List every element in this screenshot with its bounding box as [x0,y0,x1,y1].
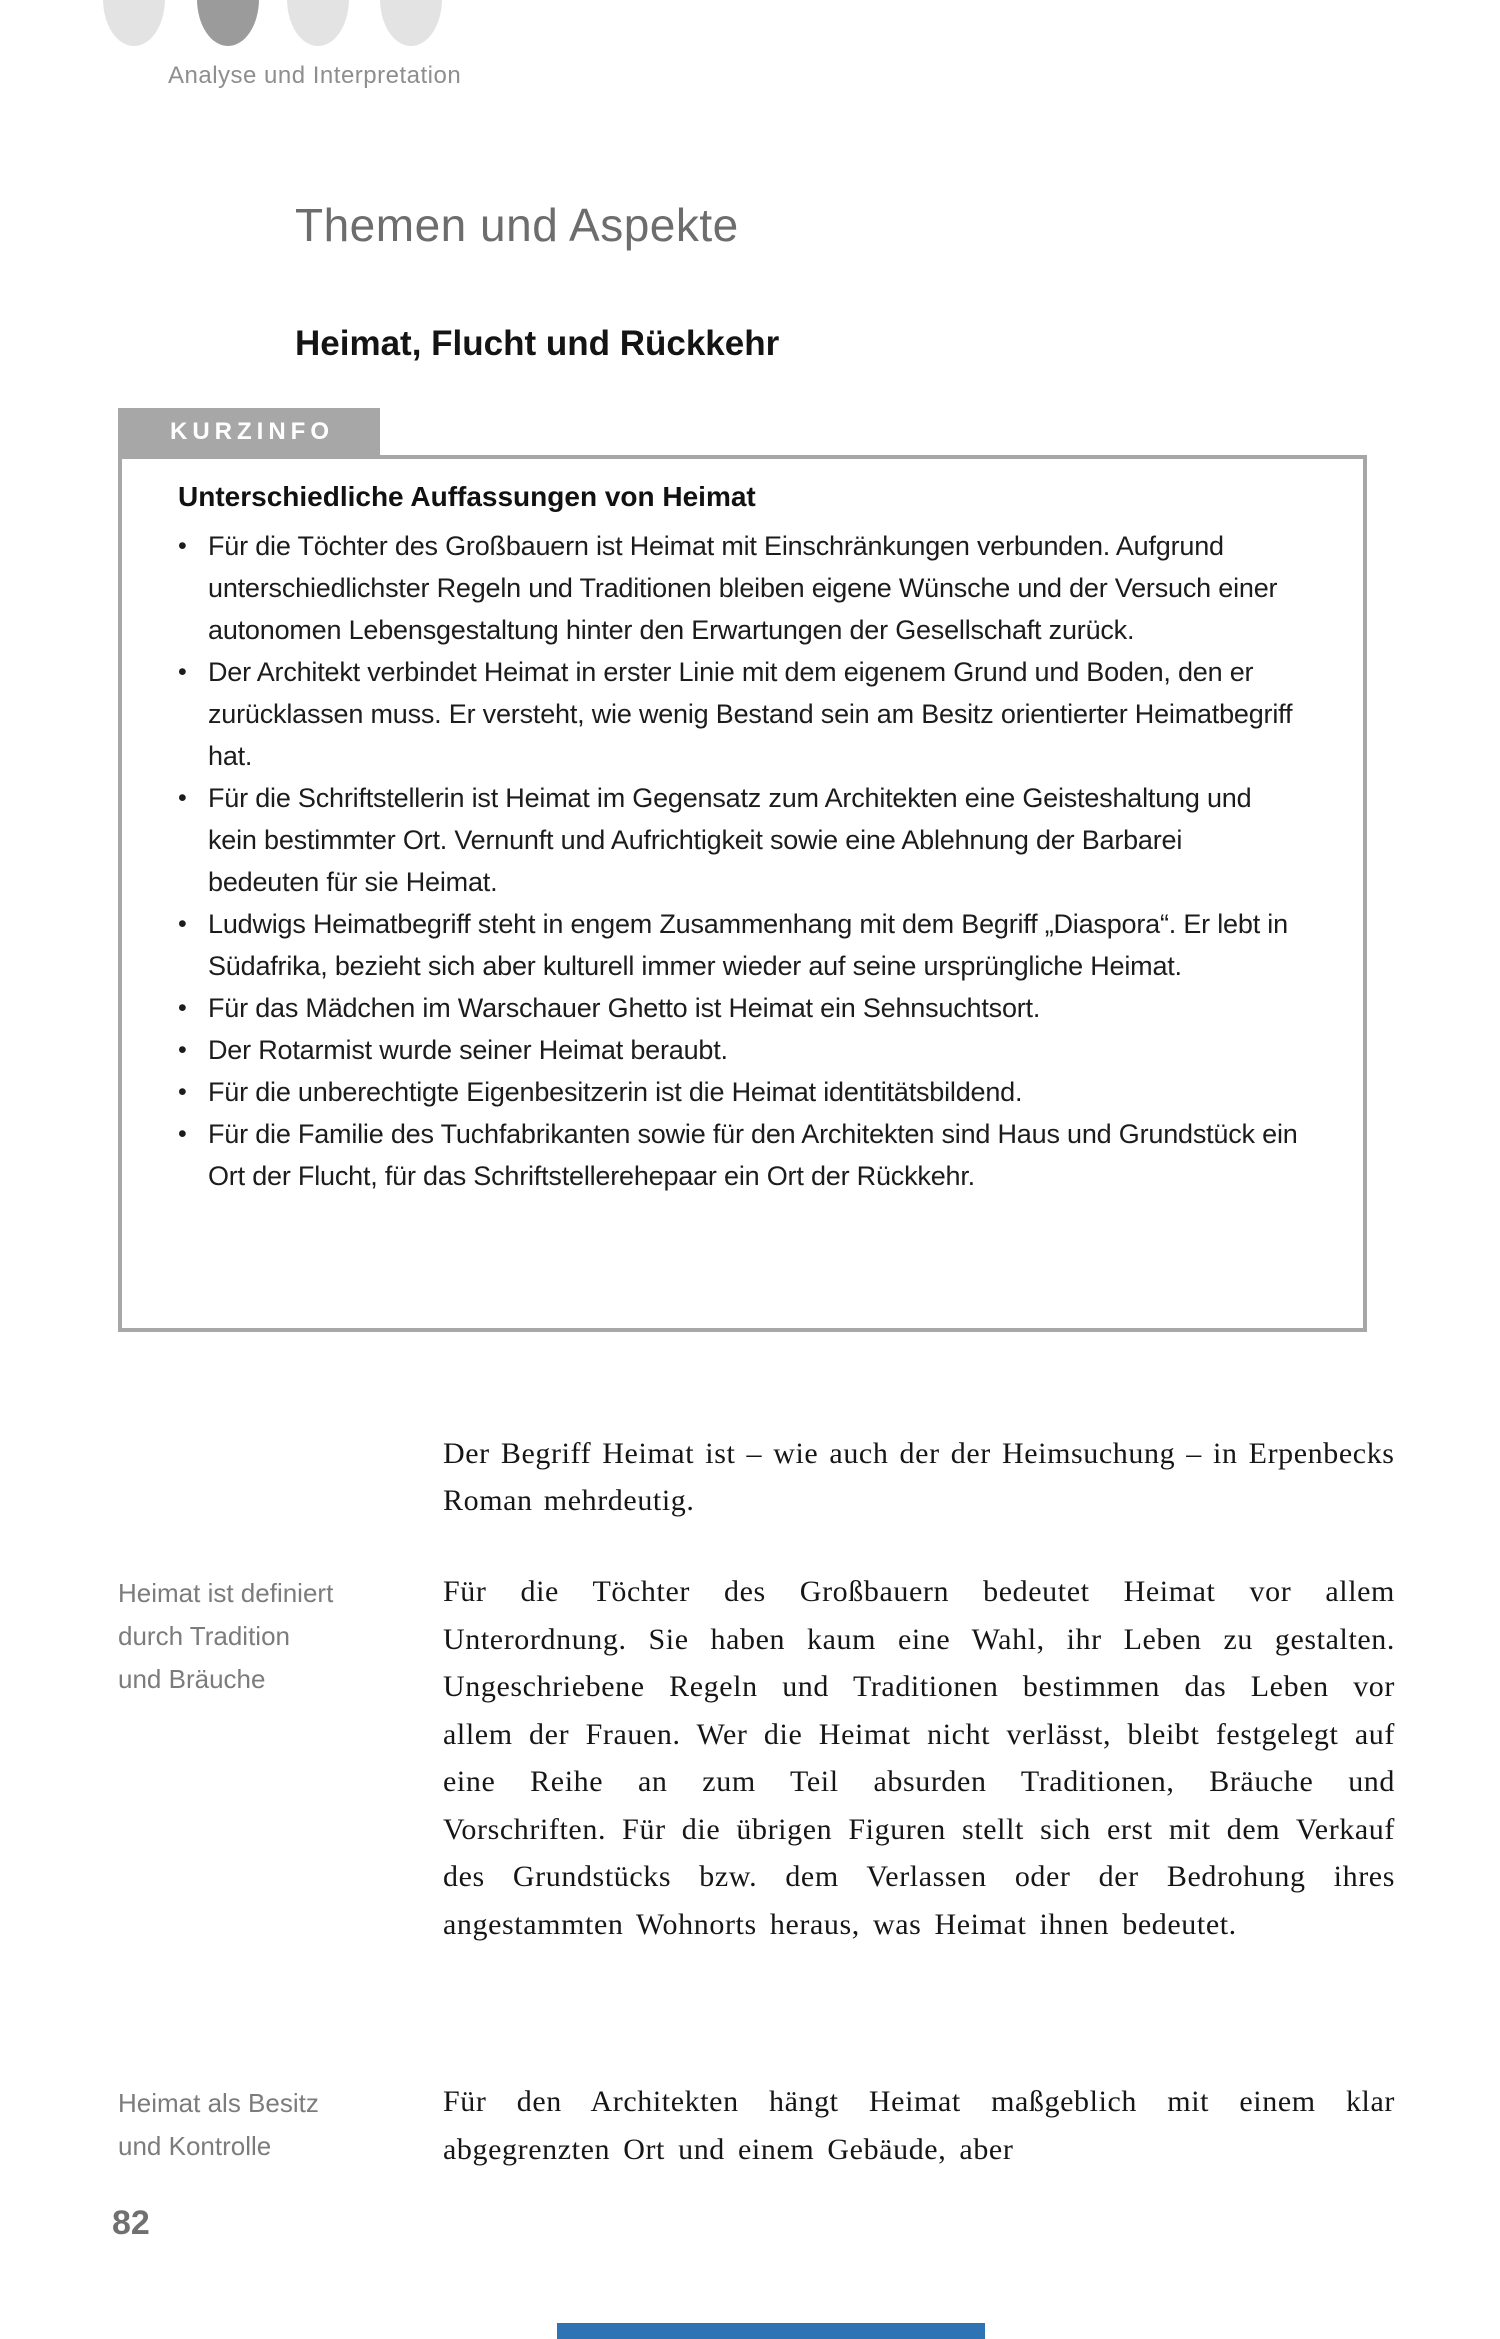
chapter-dot-active-icon [197,0,259,46]
page-subtitle: Heimat, Flucht und Rückkehr [295,324,780,363]
page-number: 82 [112,2204,150,2242]
kurzinfo-bullet: • Für die Schriftstellerin ist Heimat im Gegensatz zum Architekten eine Geisteshaltung und kein bestimmter Ort. Vernunft und Aufrichtigkeit sowie eine Ablehnung der Barbarei bedeuten für sie Heimat. [178,777,1303,903]
kurzinfo-bullet: • Der Rotarmist wurde seiner Heimat beraubt. [178,1029,1303,1071]
margin-note: Heimat als Besitz und Kontrolle [118,2088,319,2161]
kurzinfo-box [118,455,1367,1332]
kurzinfo-bullet: • Für die Töchter des Großbauern ist Heimat mit Einschränkungen verbunden. Aufgrund unterschiedlichster Regeln und Traditionen bleiben eigene Wünsche und der Versuch einer autonomen Lebensgestaltung hinter den Erwartungen der Gesellschaft zurück. [178,525,1303,651]
kurzinfo-bullet: • Der Architekt verbindet Heimat in erster Linie mit dem eigenem Grund und Boden, den er zurücklassen muss. Er versteht, wie wenig Bestand sein am Besitz orientierter Heimatbegriff hat. [178,651,1303,777]
chapter-dot-icon [380,0,442,46]
chapter-dot-icon [103,0,165,46]
kurzinfo-bullet: • Für die unberechtigte Eigenbesitzerin ist die Heimat identitätsbildend. [178,1071,1303,1113]
intro-paragraph: Der Begriff Heimat ist – wie auch der der Heimsuchung – in Erpenbecks Roman mehrdeutig. [443,1437,1395,1517]
margin-note: Heimat ist definiert durch Tradition und Bräuche [118,1578,334,1694]
kurzinfo-tab-label: KURZINFO [118,408,380,455]
body-paragraph: Für den Architekten hängt Heimat maßgeblich mit einem klar abgegrenzten Ort und einem Gebäude, aber [443,2085,1395,2166]
footer-accent-bar [557,2323,985,2339]
kurzinfo-bullet: • Für das Mädchen im Warschauer Ghetto ist Heimat ein Sehnsuchtsort. [178,987,1303,1029]
running-header: Analyse und Interpretation [168,62,462,89]
chapter-dot-icon [287,0,349,46]
page-title: Themen und Aspekte [295,199,739,251]
kurzinfo-bullet: • Ludwigs Heimatbegriff steht in engem Zusammenhang mit dem Begriff „Diaspora“. Er lebt in Südafrika, bezieht sich aber kulturell immer wieder auf seine ursprüngliche Heimat. [178,903,1303,987]
kurzinfo-bullet: • Für die Familie des Tuchfabrikanten sowie für den Architekten sind Haus und Grundstück ein Ort der Flucht, für das Schriftstellerehepaar ein Ort der Rückkehr. [178,1113,1303,1197]
kurzinfo-bullet-list [178,525,1303,1197]
kurzinfo-heading: Unterschiedliche Auffassungen von Heimat [178,481,756,512]
body-paragraph: Für die Töchter des Großbauern bedeutet Heimat vor allem Unterordnung. Sie haben kaum eine Wahl, ihr Leben zu gestalten. Ungeschriebene Regeln und Traditionen bestimmen das Leben vor allem der Frauen. Wer die Heimat nicht verlässt, bleibt festgelegt auf eine Reihe an zum Teil absurden Traditionen, Bräuche und Vorschriften. Für die übrigen Figuren stellt sich erst mit dem Verkauf des Grundstücks bzw. dem Verlassen oder der Bedrohung ihres angestammten Wohnorts heraus, was Heimat ihnen bedeutet. [443,1575,1395,1941]
